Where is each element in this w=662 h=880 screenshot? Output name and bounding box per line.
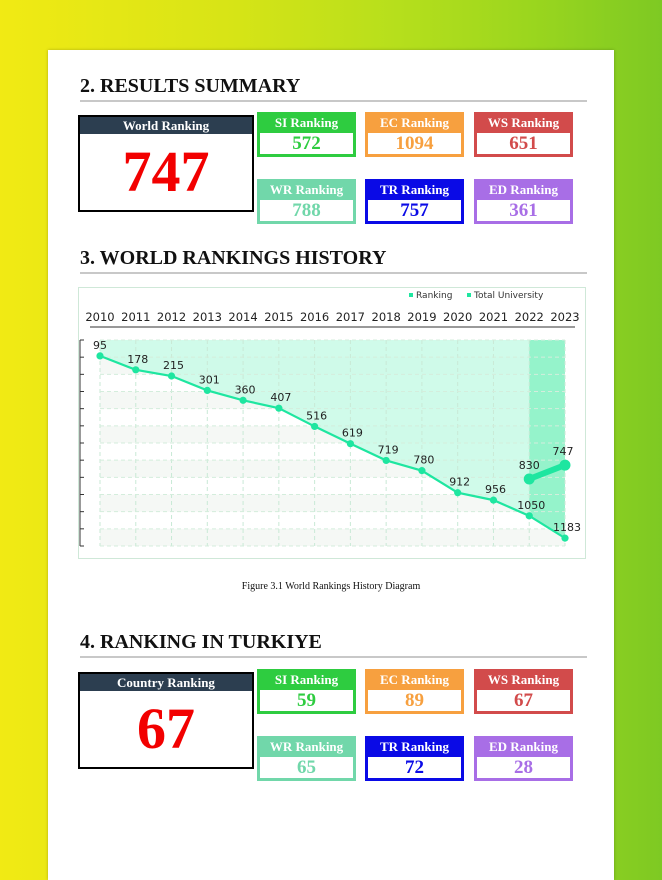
tr-wr-ranking-box [257,736,356,781]
data-label: 912 [449,475,471,489]
ec-ranking-label: EC Ranking [367,114,462,133]
results-summary-title: 2. RESULTS SUMMARY [80,74,587,102]
x-tick-label: 2015 [264,310,294,324]
ec-ranking-value: 1094 [395,133,434,154]
tr-ec-ranking-box [365,669,464,714]
tr-wr-ranking-label: WR Ranking [259,738,354,757]
tr-ed-ranking-value: 28 [514,757,533,778]
data-label: 215 [163,359,185,373]
tr-tr-ranking-value: 72 [405,757,424,778]
report-page [48,50,614,880]
data-point [418,467,425,474]
world-ranking-label: World Ranking [80,117,252,134]
x-tick-label: 2010 [85,310,115,324]
world-ranking-box [78,115,254,212]
si-ranking-label: SI Ranking [259,114,354,133]
rankings-history-chart [78,287,586,559]
tr-tr-ranking-label: TR Ranking [367,738,462,757]
wr-ranking-box [257,179,356,224]
si-ranking-box [257,112,356,157]
tr-ed-ranking-label: ED Ranking [476,738,571,757]
wr-ranking-label: WR Ranking [259,181,354,200]
tr-ec-ranking-label: EC Ranking [367,671,462,690]
tr-si-ranking-label: SI Ranking [259,671,354,690]
data-label: 1183 [553,521,581,535]
data-label: 301 [198,373,220,387]
tr-ec-ranking-value: 89 [405,690,424,711]
legend-swatch-total-university [467,293,471,297]
tr-ranking-box [365,179,464,224]
wr-ranking-value: 788 [292,200,321,221]
tr-wr-ranking-value: 65 [297,757,316,778]
data-label: 360 [234,383,256,397]
figure-caption: Figure 3.1 World Rankings History Diagram [241,581,421,592]
x-tick-label: 2023 [550,310,580,324]
si-ranking-value: 572 [292,133,321,154]
data-label: 956 [484,483,506,497]
x-tick-label: 2012 [156,310,187,324]
data-point-current [524,474,535,485]
x-tick-label: 2013 [192,310,222,324]
x-tick-label: 2021 [478,310,509,324]
tr-ws-ranking-box [474,669,573,714]
tr-ws-ranking-value: 67 [514,690,533,711]
x-tick-label: 2022 [514,310,544,324]
data-label: 780 [413,453,435,467]
data-point [168,372,175,379]
ws-ranking-box [474,112,573,157]
data-point [526,512,533,519]
ed-ranking-value: 361 [509,200,538,221]
data-point [239,397,246,404]
data-point [275,405,282,412]
data-label: 719 [377,443,399,457]
data-label: 619 [341,426,363,440]
tr-si-ranking-box [257,669,356,714]
data-point [204,387,211,394]
x-tick-label: 2014 [228,310,258,324]
ws-ranking-value: 651 [509,133,538,154]
x-tick-label: 2016 [299,310,330,324]
x-tick-label: 2019 [407,310,437,324]
ed-ranking-box [474,179,573,224]
data-label: 95 [93,338,107,352]
ed-ranking-label: ED Ranking [476,181,571,200]
data-point-current [560,460,571,471]
data-point [383,457,390,464]
country-ranking-box [78,672,254,769]
x-tick-label: 2017 [335,310,366,324]
tr-tr-ranking-box [365,736,464,781]
legend-swatch-ranking [409,293,413,297]
data-point [96,352,103,359]
country-ranking-label: Country Ranking [80,674,252,691]
data-label: 407 [270,391,292,405]
turkiye-ranking-title: 4. RANKING IN TURKIYE [80,630,587,658]
tr-ed-ranking-box [474,736,573,781]
tr-si-ranking-value: 59 [297,690,316,711]
legend-label-total-university: Total University [474,291,544,301]
rankings-history-title: 3. WORLD RANKINGS HISTORY [80,246,587,274]
data-point [490,497,497,504]
data-label-current: 747 [552,445,574,459]
tr-ranking-value: 757 [400,200,429,221]
data-label: 1050 [517,498,546,512]
x-tick-label: 2020 [443,310,473,324]
data-label: 178 [127,352,149,366]
data-label: 516 [306,409,328,423]
x-tick-label: 2018 [371,310,401,324]
data-point [561,535,568,542]
tr-ws-ranking-label: WS Ranking [476,671,571,690]
tr-ranking-label: TR Ranking [367,181,462,200]
data-point [347,440,354,447]
legend-label-ranking: Ranking [416,291,453,301]
data-label-current: 830 [518,459,540,473]
rankings-chart-svg [79,288,585,558]
data-point [454,489,461,496]
ec-ranking-box [365,112,464,157]
country-ranking-value: 67 [137,696,195,761]
world-ranking-value: 747 [122,139,210,204]
data-point [311,423,318,430]
x-tick-label: 2011 [121,310,151,324]
chart-band [100,529,565,546]
data-point [132,366,139,373]
ws-ranking-label: WS Ranking [476,114,571,133]
